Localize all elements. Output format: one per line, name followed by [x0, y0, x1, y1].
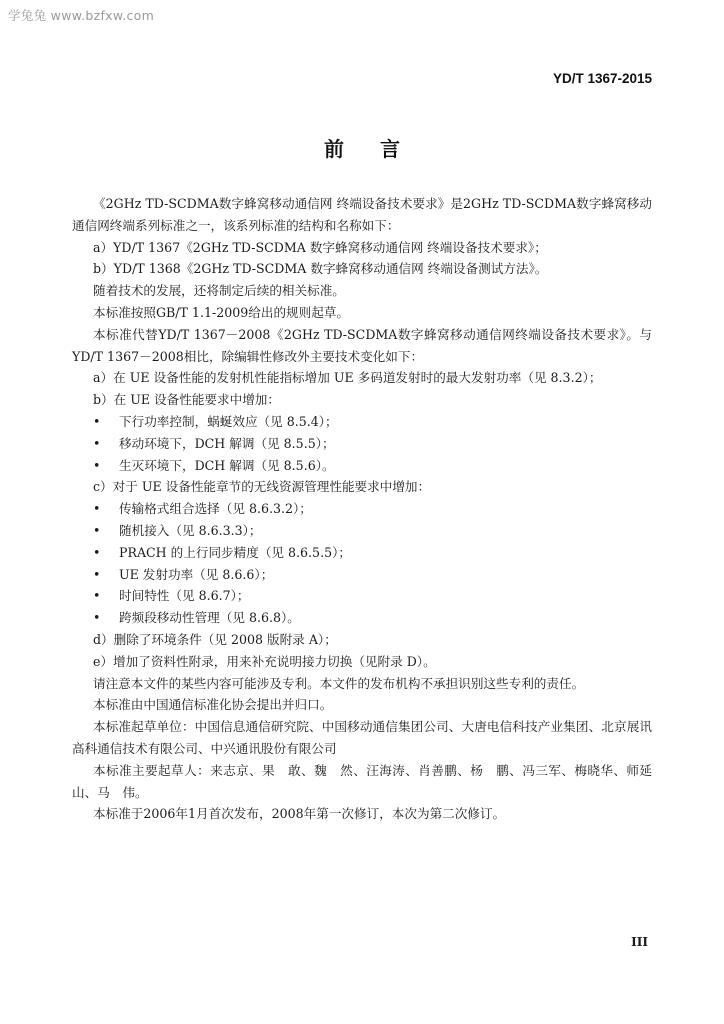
publication-history: 本标准于2006年1月首次发布，2008年第一次修订，本次为第二次修订。: [93, 806, 506, 822]
proposed-by: 本标准由中国通信标准化协会提出并归口。: [93, 697, 333, 713]
page-title: 前言: [324, 137, 436, 161]
bullet-icon: •: [93, 501, 101, 517]
bullet-icon: •: [93, 457, 101, 473]
page-number: III: [631, 935, 648, 949]
bullet-icon: •: [93, 588, 101, 604]
drafting-rules-paragraph: 本标准按照GB/T 1.1-2009给出的规则起草。: [93, 304, 350, 320]
list-item: • 随机接入（见 8.6.3.3）；: [72, 520, 652, 542]
bullet-icon: •: [93, 544, 101, 560]
list-item: • 传输格式组合选择（见 8.6.3.2）；: [72, 498, 652, 520]
list-item: • 时间特性（见 8.6.7）；: [72, 585, 652, 607]
watermark: 学兔兔 www.bzfxw.com: [8, 8, 155, 23]
intro-paragraph: 《2GHz TD-SCDMA数字蜂窝移动通信网 终端设备技术要求》是2GHz TD-SCDMA数字蜂窝移动通信网终端系列标准之一，该系列标准的结构和名称如下：: [72, 196, 652, 233]
list-item: • PRACH 的上行同步精度（见 8.6.5.5）；: [72, 542, 652, 564]
bullet-icon: •: [93, 522, 101, 538]
drafters: 本标准主要起草人：来志京、果 敢、魏 然、汪海涛、肖善鹏、杨 鹏、冯三军、梅晓华、师延山、马 伟。: [72, 762, 652, 800]
future-paragraph: 随着技术的发展，还将制定后续的相关标准。: [93, 283, 345, 299]
list-item: • UE 发射功率（见 8.6.6）；: [72, 564, 652, 586]
change-item-c: c）对于 UE 设备性能章节的无线资源管理性能要求中增加：: [93, 479, 431, 495]
list-item: • 生灭环境下，DCH 解调（见 8.5.6）。: [72, 455, 652, 477]
change-item-b: b）在 UE 设备性能要求中增加：: [93, 392, 280, 408]
series-item-a: a）YD/T 1367《2GHz TD-SCDMA 数字蜂窝移动通信网 终端设备技术要求》；: [93, 239, 547, 255]
bullet-icon: •: [93, 413, 101, 429]
replaces-paragraph: 本标准代替YD/T 1367－2008《2GHz TD-SCDMA数字蜂窝移动通信网终端设备技术要求》。与YD/T 1367－2008相比，除编辑性修改外主要技术变化如下：: [72, 326, 652, 364]
drafting-units: 本标准起草单位：中国信息通信研究院、中国移动通信集团公司、大唐电信科技产业集团、北京展讯高科通信技术有限公司、中兴通讯股份有限公司: [72, 719, 652, 756]
change-item-d: d）删除了环境条件（见 2008 版附录 A）；: [93, 631, 337, 647]
change-item-a: a）在 UE 设备性能的发射机性能指标增加 UE 多码道发射时的最大发射功率（见 8.3.2）；: [93, 370, 602, 386]
bullet-icon: •: [93, 610, 101, 626]
bullet-icon: •: [93, 566, 101, 582]
list-item: • 移动环境下，DCH 解调（见 8.5.5）；: [72, 433, 652, 455]
list-item: • 跨频段移动性管理（见 8.6.8）。: [72, 607, 652, 629]
bullet-icon: •: [93, 435, 101, 451]
series-item-b: b）YD/T 1368《2GHz TD-SCDMA 数字蜂窝移动通信网 终端设备测试方法》。: [93, 261, 548, 277]
list-item: • 下行功率控制，蜗蜒效应（见 8.5.4）；: [72, 411, 652, 433]
change-item-e: e）增加了资料性附录，用来补充说明接力切换（见附录 D）。: [93, 653, 436, 669]
patent-notice: 请注意本文件的某些内容可能涉及专利。本文件的发布机构不承担识别这些专利的责任。: [93, 675, 585, 691]
foreword-body: [72, 193, 652, 825]
document-number: YD/T 1367-2015: [552, 71, 652, 86]
